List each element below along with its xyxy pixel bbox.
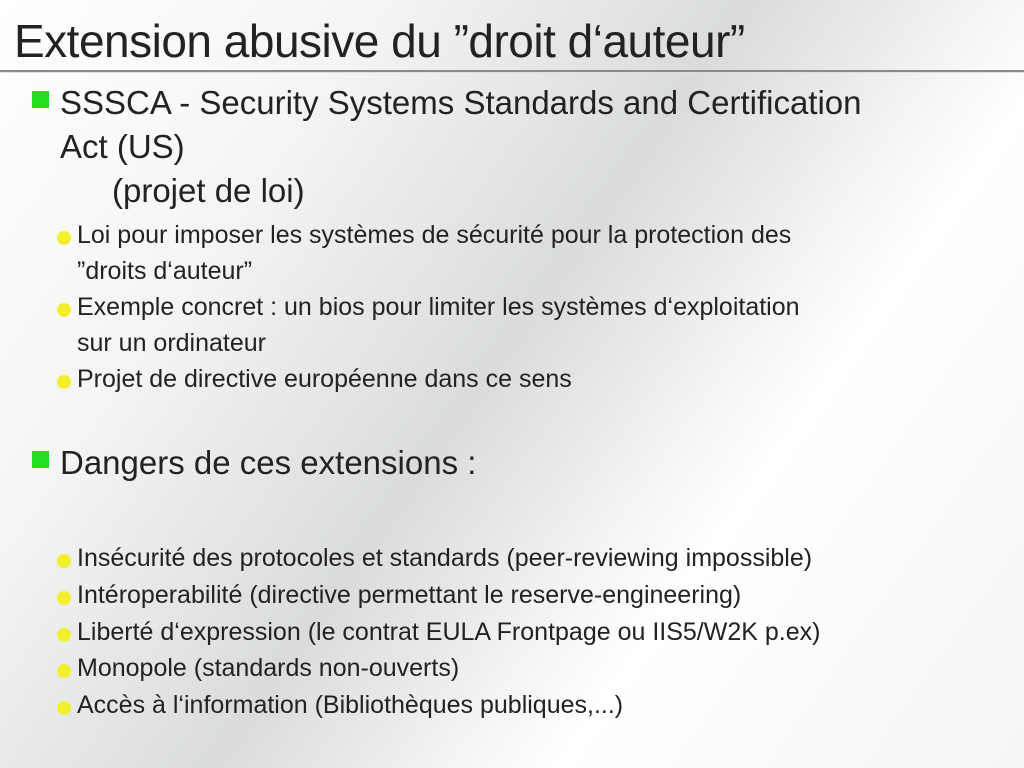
circle-bullet-icon (57, 554, 71, 568)
list-item-line1: Projet de directive européenne dans ce sens (77, 365, 572, 393)
list-item (77, 289, 800, 361)
list-item (77, 217, 791, 289)
list-item-text: Insécurité des protocoles et standards (peer-reviewing impossible) (77, 544, 813, 572)
section2-heading-text: Dangers de ces extensions : (60, 444, 477, 481)
list-item-line2: ”droits d‘auteur” (77, 257, 253, 285)
list-item-line1: Loi pour imposer les systèmes de sécurité pour la protection des (77, 221, 792, 249)
square-bullet-icon (32, 91, 49, 108)
circle-bullet-icon (57, 303, 71, 317)
list-item-text: Intéroperabilité (directive permettant le reserve-engineering) (77, 581, 742, 609)
list-item (77, 614, 820, 650)
list-item-line2: sur un ordinateur (77, 329, 267, 357)
circle-bullet-icon (57, 375, 71, 389)
list-item (77, 650, 459, 686)
circle-bullet-icon (57, 664, 71, 678)
list-item-text: Monopole (standards non-ouverts) (77, 654, 460, 682)
circle-bullet-icon (57, 628, 71, 642)
list-item (77, 540, 812, 576)
square-bullet-icon (32, 451, 49, 468)
section1-line2: Act (US) (60, 128, 185, 165)
list-item-text: Liberté d‘expression (le contrat EULA Frontpage ou IIS5/W2K p.ex) (77, 618, 821, 646)
circle-bullet-icon (57, 591, 71, 605)
title-divider (0, 70, 1024, 73)
section2-heading (60, 441, 476, 485)
list-item-line1: Exemple concret : un bios pour limiter les systèmes d‘exploitation (77, 293, 800, 321)
list-item-text: Accès à l‘information (Bibliothèques publiques,...) (77, 691, 624, 719)
section1-line3: (projet de loi) (112, 172, 305, 209)
list-item (77, 361, 572, 397)
section1-heading (60, 81, 862, 213)
circle-bullet-icon (57, 701, 71, 715)
list-item (77, 687, 623, 723)
slide-title: Extension abusive du ”droit d‘auteur” (14, 15, 745, 67)
list-item (77, 577, 741, 613)
section1-line1: SSSCA - Security Systems Standards and Certification (60, 84, 862, 121)
circle-bullet-icon (57, 231, 71, 245)
